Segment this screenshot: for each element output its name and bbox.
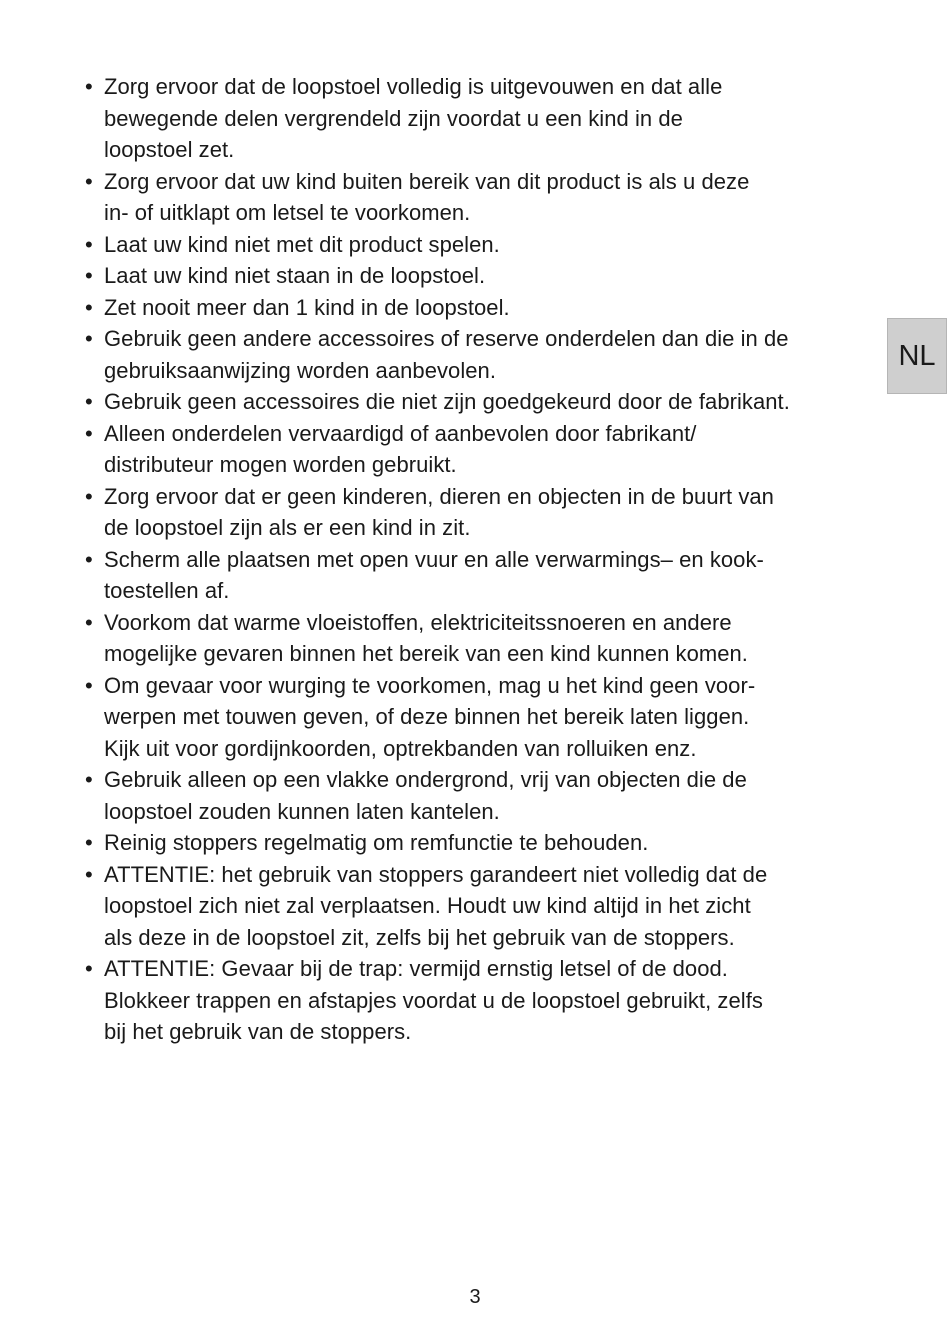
list-item: [82, 323, 882, 386]
bullet-icon: •: [85, 420, 93, 446]
bullet-icon: •: [85, 263, 93, 288]
bullet-icon: •: [85, 672, 93, 698]
list-item: [82, 859, 882, 954]
list-item: [82, 418, 882, 481]
bullet-icon: •: [85, 74, 93, 99]
bullet-icon: •: [85, 326, 93, 351]
list-item-text: Om gevaar voor wurging te voorkomen, mag u het kind geen voor- werpen met touwen geven, of deze binnen het bereik laten liggen. Kijk uit voor gordijnkoorden, optrekbanden van rolluiken enz.: [104, 672, 756, 761]
bullet-icon: •: [85, 231, 93, 257]
page-number: 3: [469, 1286, 481, 1308]
list-item: [82, 166, 882, 229]
list-item: [82, 544, 882, 607]
bullet-icon: •: [85, 609, 93, 635]
list-item-text: Voorkom dat warme vloeistoffen, elektriciteitssnoeren en andere mogelijke gevaren binnen het bereik van een kind kunnen komen.: [104, 609, 748, 666]
bullet-icon: •: [85, 546, 93, 572]
list-item: [82, 764, 882, 827]
list-item: [82, 607, 882, 670]
list-item-text: Alleen onderdelen vervaardigd of aanbevolen door fabrikant/ distributeur mogen worden gebruikt.: [104, 420, 697, 477]
list-item: [82, 71, 882, 166]
list-item-text: Gebruik geen andere accessoires of reserve onderdelen dan die in de gebruiksaanwijzing worden aanbevolen.: [104, 326, 789, 383]
list-item-text: Zet nooit meer dan 1 kind in de loopstoel.: [104, 294, 510, 320]
bullet-icon: •: [85, 483, 93, 509]
list-item: [82, 670, 882, 765]
list-item-text: Laat uw kind niet staan in de loopstoel.: [104, 263, 486, 288]
list-item-text: Zorg ervoor dat de loopstoel volledig is uitgevouwen en dat alle bewegende delen vergrendeld zijn voordat u een kind in de loopstoel zet.: [104, 74, 723, 162]
bullet-icon: •: [85, 767, 93, 792]
list-item: [82, 827, 882, 859]
list-item: [82, 386, 882, 418]
bullet-icon: •: [85, 294, 93, 320]
list-item: [82, 260, 882, 292]
bullet-icon: •: [85, 168, 93, 194]
list-item: [82, 229, 882, 261]
language-tab: NL: [887, 318, 947, 394]
list-item-text: Scherm alle plaatsen met open vuur en alle verwarmings– en kook- toestellen af.: [104, 546, 764, 603]
list-item-text: Gebruik geen accessoires die niet zijn goedgekeurd door de fabrikant.: [104, 389, 790, 414]
list-item: [82, 292, 882, 324]
list-item: [82, 481, 882, 544]
list-item: [82, 953, 882, 1048]
bullet-icon: •: [85, 830, 93, 855]
list-item-text: Gebruik alleen op een vlakke ondergrond, vrij van objecten die de loopstoel zouden kunnen laten kantelen.: [104, 767, 747, 824]
bullet-icon: •: [85, 956, 93, 981]
bullet-icon: •: [85, 861, 93, 887]
list-item-text: Reinig stoppers regelmatig om remfunctie te behouden.: [104, 830, 649, 855]
list-item-text: Laat uw kind niet met dit product spelen.: [104, 231, 500, 257]
list-item-text: Zorg ervoor dat uw kind buiten bereik van dit product is als u deze in- of uitklapt om letsel te voorkomen.: [104, 168, 750, 225]
list-item-text: ATTENTIE: Gevaar bij de trap: vermijd ernstig letsel of de dood. Blokkeer trappen en afstapjes voordat u de loopstoel gebruikt, zelfs bij het gebruik van de stoppers.: [104, 956, 763, 1044]
bullet-icon: •: [85, 389, 93, 414]
list-item-text: ATTENTIE: het gebruik van stoppers garandeert niet volledig dat de loopstoel zich niet zal verplaatsen. Houdt uw kind altijd in het zicht als deze in de loopstoel zit, zelfs bij het gebruik van de stoppers.: [104, 861, 768, 950]
safety-warnings-list: [82, 71, 882, 1048]
list-item-text: Zorg ervoor dat er geen kinderen, dieren en objecten in de buurt van de loopstoel zijn als er een kind in zit.: [104, 483, 774, 540]
